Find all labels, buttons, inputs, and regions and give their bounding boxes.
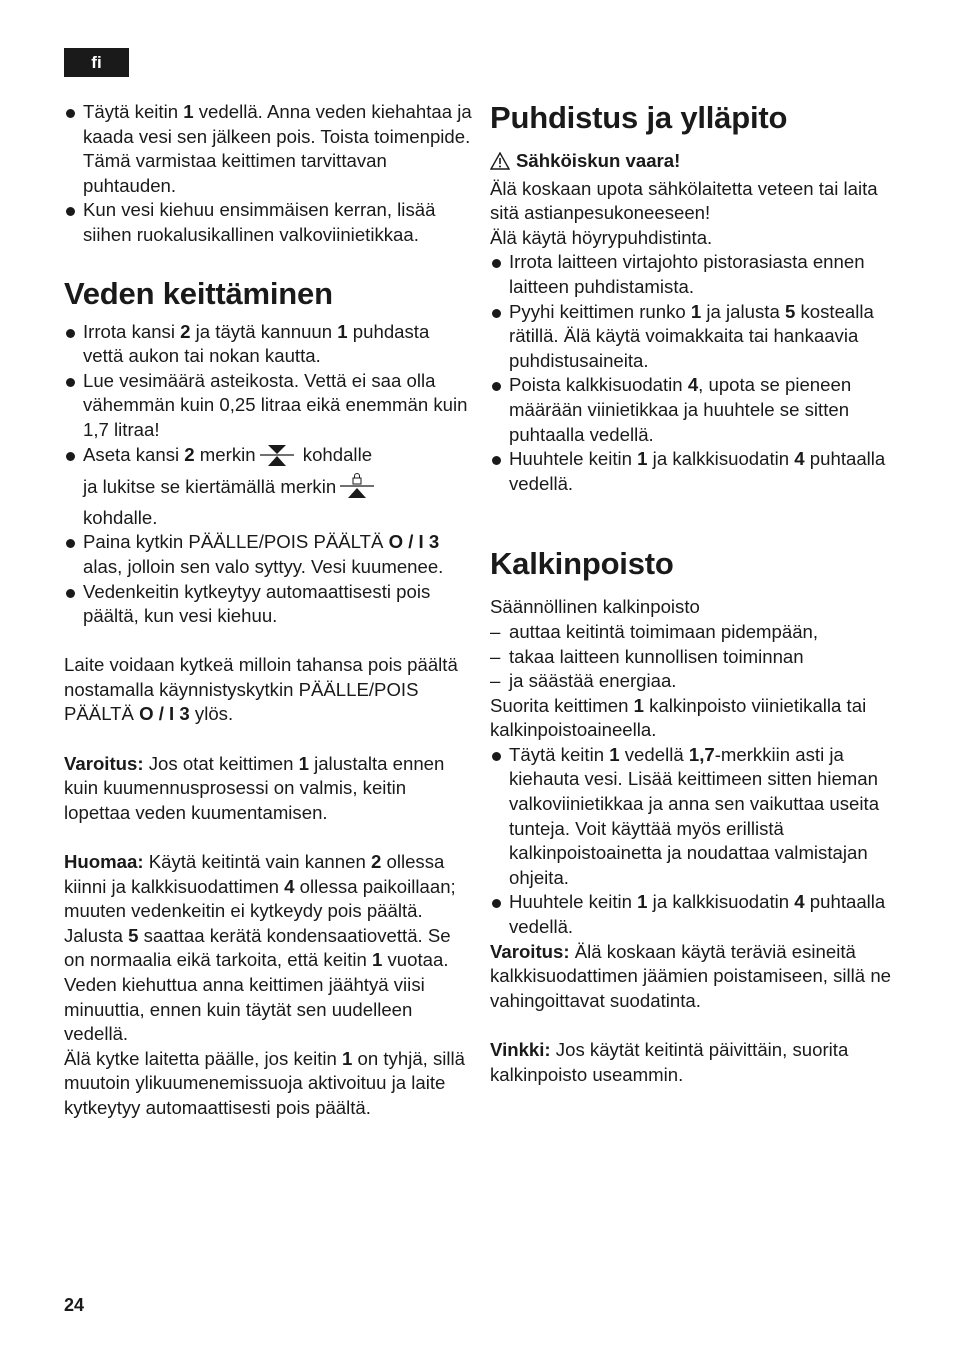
boiling-steps-list (64, 320, 472, 629)
list-item: – auttaa keitintä toimimaan pidempään, (490, 620, 910, 645)
section-heading-descaling: Kalkinpoisto (490, 546, 674, 582)
list-item: Täytä keitin 1 vedellä 1,7-merkkiin asti ja kiehauta vesi. Lisää keittimeen sitten hieman valkoviinietikkaa ja anna sen vaikuttaa useita tunteja. Voit käyttää myös erillistä kalkinpoistoainetta ja noudattaa valmistajan ohjeita. (490, 743, 910, 891)
list-item: Kun vesi kiehuu ensimmäisen kerran, lisää siihen ruokalusikallinen valkoviinietikkaa. (64, 198, 472, 247)
tip-paragraph: Vinkki: Jos käytät keitintä päivittäin, suorita kalkinpoisto useammin. (490, 1039, 849, 1085)
list-item: – takaa laitteen kunnollisen toiminnan (490, 645, 910, 670)
empty-kettle-paragraph: Älä kytke laitetta päälle, jos keitin 1 on tyhjä, sillä muutoin ylikuumenemissuoja aktivoituu ja laite kytkeytyy automaattisesti pois päältä. (64, 1047, 466, 1118)
warning-paragraph: Varoitus: Jos otat keittimen 1 jalustalta ennen kuin kuumennusprosessi on valmis, keitin lopettaa veden kuumentamisen. (64, 752, 445, 823)
list-item: Pyyhi keittimen runko 1 ja jalusta 5 kostealla rätillä. Älä käytä voimakkaita tai hankaavia puhdistusaineita. (490, 300, 910, 374)
descale-paragraph: Suorita keittimen 1 kalkinpoisto viinietikalla tai kalkinpoistoaineella. (490, 694, 867, 741)
switch-off-paragraph: Laite voidaan kytkeä milloin tahansa pois päältä nostamalla käynnistyskytkin PÄÄLLE/POIS PÄÄLTÄ O / I 3 ylös. (64, 654, 458, 725)
language-label: fi (91, 52, 102, 72)
condensation-paragraph: Jalusta 5 saattaa kerätä kondensaatiovettä. Se on normaalia eikä tarkoita, että keitin 1 vuotaa. (64, 924, 451, 971)
section-heading-water-boiling: Veden keittäminen (64, 275, 333, 311)
list-item: Lue vesimäärä asteikosta. Vettä ei saa olla vähemmän kuin 0,25 litraa eikä enemmän kuin 1,7 litraa! (64, 369, 472, 443)
cleaning-steps-list (490, 250, 910, 496)
left-column (64, 100, 472, 1121)
no-steam-cleaner-text: Älä käytä höyrypuhdistinta. (490, 226, 713, 248)
list-item: Aseta kansi 2 merkin kohdalle ja lukitse se kiertämällä merkin kohdalle. (64, 443, 472, 531)
danger-text: Älä koskaan upota sähkölaitetta veteen tai laita sitä astianpesukoneeseen! (490, 177, 878, 224)
list-item: Täytä keitin 1 vedellä. Anna veden kiehahtaa ja kaada vesi sen jälkeen pois. Toista toimenpide. Tämä varmistaa keittimen tarvittavan puhtauden. (64, 100, 472, 198)
danger-heading: Sähköiskun vaara! (490, 149, 910, 177)
list-item: Huuhtele keitin 1 ja kalkkisuodatin 4 puhtaalla vedellä. (490, 890, 910, 939)
page-number: 24 (64, 1295, 85, 1315)
descale-steps-list (490, 743, 910, 940)
language-badge (64, 48, 129, 77)
descale-benefits-list (490, 620, 910, 694)
list-item: Huuhtele keitin 1 ja kalkkisuodatin 4 puhtaalla vedellä. (490, 447, 910, 496)
descale-warning-paragraph: Varoitus: Älä koskaan käytä teräviä esineitä kalkkisuodattimen jäämien poistamiseen, sillä ne vahingoittavat suodatinta. (490, 940, 892, 1011)
list-item: Paina kytkin PÄÄLLE/POIS PÄÄLTÄ O / I 3 alas, jolloin sen valo syttyy. Vesi kuumenee. (64, 530, 472, 579)
list-item: Vedenkeitin kytkeytyy automaattisesti pois päältä, kun vesi kiehuu. (64, 580, 472, 629)
warning-triangle-icon (490, 152, 510, 177)
right-column (490, 100, 910, 1087)
cooldown-paragraph: Veden kiehuttua anna keittimen jäähtyä viisi minuuttia, ennen kuin täytät sen uudelleen vedellä. (64, 974, 425, 1045)
list-item: Poista kalkkisuodatin 4, upota se pieneen määrään viinietikkaa ja huuhtele se sitten puhtaalla vedellä. (490, 373, 910, 447)
list-item: Irrota kansi 2 ja täytä kannuun 1 puhdasta vettä aukon tai nokan kautta. (64, 320, 472, 369)
note-paragraph: Huomaa: Käytä keitintä vain kannen 2 ollessa kiinni ja kalkkisuodattimen 4 ollessa paikoillaan; muuten vedenkeitin ei kytkeydy pois päältä. (64, 851, 456, 922)
lid-align-symbol-icon (260, 443, 294, 474)
list-item: – ja säästää energiaa. (490, 669, 910, 694)
section-heading-cleaning: Puhdistus ja ylläpito (490, 100, 788, 135)
descale-intro: Säännöllinen kalkinpoisto (490, 596, 700, 618)
intro-list (64, 100, 472, 248)
list-item: Irrota laitteen virtajohto pistorasiasta ennen laitteen puhdistamista. (490, 250, 910, 299)
lock-symbol-icon (340, 473, 374, 506)
